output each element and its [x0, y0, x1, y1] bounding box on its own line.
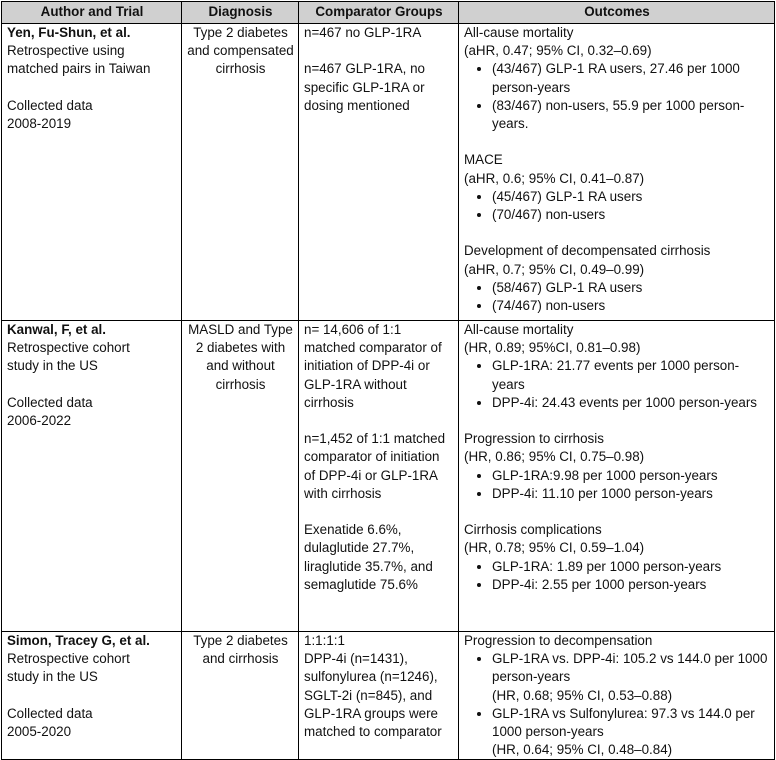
outcome-stat: (aHR, 0.47; 95% CI, 0.32–0.69)	[464, 43, 652, 59]
list-item: • GLP-1RA: 21.77 events per 1000 person-years	[492, 357, 770, 393]
outcome-title: All-cause mortality	[464, 25, 574, 40]
list-item: • (58/467) GLP-1 RA users	[492, 279, 770, 297]
list-item	[492, 650, 770, 705]
diagnosis-text: MASLD and Type 2 diabetes with and without cirrhosis	[188, 322, 293, 392]
outcome-block	[464, 242, 770, 315]
outcome-block	[464, 151, 770, 224]
trial-line: study in the US	[7, 358, 98, 374]
comparator-text: n=467 GLP-1RA, no specific GLP-1RA or dosing mentioned	[304, 61, 425, 113]
comparator-text: DPP-4i (n=1431), sulfonylurea (n=1246), SGLT-2i (n=845), and GLP-1RA groups were matched to comparator	[304, 651, 442, 740]
trial-line: Retrospective using	[7, 43, 125, 59]
collected-line: Collected data	[7, 705, 93, 721]
header-outcomes: Outcomes	[459, 2, 775, 24]
list-item: • (70/467) non-users	[492, 206, 770, 224]
bullet-stat: (HR, 0.68; 95% CI, 0.53–0.88)	[492, 687, 673, 703]
list-item: • (43/467) GLP-1 RA users, 27.46 per 1000 person-years	[492, 60, 770, 96]
list-item: • (74/467) non-users	[492, 297, 770, 315]
outcome-stat: (HR, 0.86; 95% CI, 0.75–0.98)	[464, 449, 645, 465]
diagnosis-cell	[182, 24, 299, 321]
list-item	[492, 705, 770, 760]
outcome-block	[464, 24, 770, 133]
bullet-text: GLP-1RA vs Sulfonylurea: 97.3 vs 144.0 per 1000 person-years	[492, 705, 755, 740]
list-item: • DPP-4i: 24.43 events per 1000 person-years	[492, 394, 770, 412]
collected-line: Collected data	[7, 394, 93, 410]
outcome-block	[464, 521, 770, 594]
studies-table	[1, 1, 775, 760]
author-name: Kanwal, F, et al.	[7, 322, 106, 337]
comparator-text: n= 14,606 of 1:1 matched comparator of initiation of DPP-4i or GLP-1RA without cirrhosis	[304, 322, 442, 410]
header-diagnosis: Diagnosis	[182, 2, 299, 24]
bullet-stat: (HR, 0.64; 95% CI, 0.48–0.84)	[492, 742, 673, 758]
header-comparator: Comparator Groups	[299, 2, 459, 24]
author-cell	[2, 321, 182, 632]
outcome-stat: (HR, 0.78; 95% CI, 0.59–1.04)	[464, 540, 645, 556]
trial-line: matched pairs in Taiwan	[7, 61, 151, 77]
collected-line: 2005-2020	[7, 724, 72, 739]
collected-line: Collected data	[7, 97, 93, 113]
trial-line: study in the US	[7, 669, 98, 685]
comparator-text: n=467 no GLP-1RA	[304, 25, 422, 40]
header-row	[2, 2, 775, 24]
header-author: Author and Trial	[2, 2, 182, 24]
comparator-cell	[299, 24, 459, 321]
outcomes-cell	[459, 321, 775, 632]
author-name: Yen, Fu-Shun, et al.	[7, 25, 131, 40]
list-item: • (45/467) GLP-1 RA users	[492, 188, 770, 206]
diagnosis-cell	[182, 632, 299, 760]
list-item: • DPP-4i: 2.55 per 1000 person-years	[492, 576, 770, 594]
comparator-cell	[299, 321, 459, 632]
outcome-title: Development of decompensated cirrhosis	[464, 243, 711, 259]
comparator-ratio: 1:1:1:1	[304, 633, 345, 648]
outcome-stat: (HR, 0.89; 95%CI, 0.81–0.98)	[464, 340, 641, 356]
trial-line: Retrospective cohort	[7, 340, 130, 356]
diagnosis-text: Type 2 diabetes and compensated cirrhosis	[187, 25, 294, 77]
outcome-block	[464, 430, 770, 503]
table-row	[2, 632, 775, 760]
list-item: • (83/467) non-users, 55.9 per 1000 person-years.	[492, 97, 770, 133]
collected-line: 2006-2022	[7, 413, 72, 428]
author-name: Simon, Tracey G, et al.	[7, 633, 150, 648]
outcome-block	[464, 321, 770, 412]
outcome-title: All-cause mortality	[464, 322, 574, 337]
outcome-stat: (aHR, 0.6; 95% CI, 0.41–0.87)	[464, 170, 645, 186]
table-row	[2, 24, 775, 321]
table-row	[2, 321, 775, 632]
comparator-text: n=1,452 of 1:1 matched comparator of initiation of DPP-4i or GLP-1RA with cirrhosis	[304, 431, 446, 501]
diagnosis-cell	[182, 321, 299, 632]
outcome-title: MACE	[464, 152, 503, 168]
outcome-title: Cirrhosis complications	[464, 522, 602, 538]
list-item: • GLP-1RA: 1.89 per 1000 person-years	[492, 558, 770, 576]
outcomes-cell	[459, 24, 775, 321]
trial-line: Retrospective cohort	[7, 651, 130, 667]
outcome-title: Progression to decompensation	[464, 633, 653, 648]
list-item: • DPP-4i: 11.10 per 1000 person-years	[492, 485, 770, 503]
comparator-cell	[299, 632, 459, 760]
outcome-title: Progression to cirrhosis	[464, 431, 604, 447]
bullet-text: GLP-1RA vs. DPP-4i: 105.2 vs 144.0 per 1000 person-years	[492, 651, 768, 685]
outcome-stat: (aHR, 0.7; 95% CI, 0.49–0.99)	[464, 261, 645, 277]
comparator-text: Exenatide 6.6%, dulaglutide 27.7%, liraglutide 35.7%, and semaglutide 75.6%	[304, 522, 433, 592]
diagnosis-text: Type 2 diabetes and cirrhosis	[193, 633, 288, 667]
outcomes-cell	[459, 632, 775, 760]
author-cell	[2, 632, 182, 760]
collected-line: 2008-2019	[7, 116, 72, 131]
author-cell	[2, 24, 182, 321]
list-item: • GLP-1RA:9.98 per 1000 person-years	[492, 467, 770, 485]
